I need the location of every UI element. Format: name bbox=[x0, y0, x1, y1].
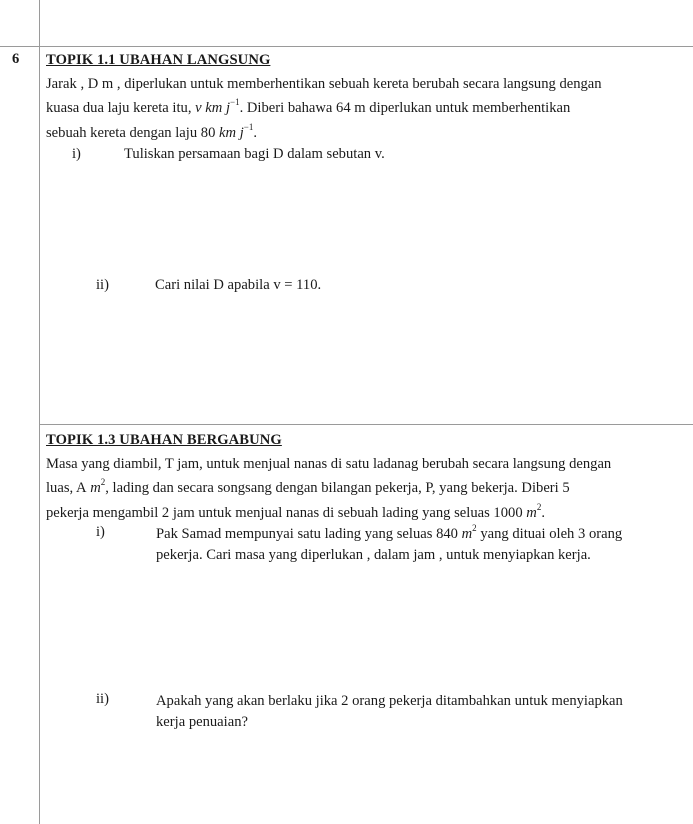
section2-line1: Masa yang diambil, T jam, untuk menjual nanas di satu ladanag berubah secara langsung dengan bbox=[46, 456, 612, 473]
section1-title: TOPIK 1.1 UBAHAN LANGSUNG bbox=[46, 52, 271, 68]
section2-q1-text bbox=[156, 524, 691, 566]
section2-q2-line1: Apakah yang akan berlaku jika 2 orang pekerja ditambahkan untuk menyiapkan bbox=[156, 693, 623, 709]
section2-q1-line1: Pak Samad mempunyai satu lading yang seluas 840 $m^2$ yang dituai oleh 3 orang bbox=[156, 523, 623, 542]
section1-q1-label: i) bbox=[72, 146, 81, 162]
section2-stem bbox=[46, 428, 691, 525]
section1-q2-text: Cari nilai D apabila v = 110. bbox=[155, 277, 322, 293]
section2-q2-label: ii) bbox=[96, 691, 109, 707]
section1-line3: sebuah kereta dengan laju 80 km $j^{-1}$. bbox=[46, 121, 258, 141]
question-number: 6 bbox=[12, 51, 20, 67]
section2-q2-text bbox=[156, 691, 691, 733]
section2-line2: luas, A $m^2$, lading dan secara songsang dengan bilangan pekerja, P, yang bekerja. Diberi 5 bbox=[46, 477, 570, 497]
section2-q1-line2: pekerja. Cari masa yang diperlukan , dalam jam , untuk menyiapkan kerja. bbox=[156, 547, 591, 563]
section2-q1-label: i) bbox=[96, 524, 105, 540]
section1-line2: kuasa dua laju kereta itu, v km $j^{-1}$. Diberi bahawa 64 m diperlukan untuk memberhentikan bbox=[46, 97, 571, 117]
section1-line1: Jarak , D m , diperlukan untuk memberhentikan sebuah kereta berubah secara langsung dengan bbox=[46, 76, 602, 93]
section2-q2-line2: kerja penuaian? bbox=[156, 714, 248, 730]
section1-stem bbox=[46, 48, 691, 145]
margin-vertical-rule bbox=[39, 0, 40, 824]
question-top-rule bbox=[0, 46, 693, 47]
section1-q1-text: Tuliskan persamaan bagi D dalam sebutan v. bbox=[124, 146, 385, 162]
section1-q2-label: ii) bbox=[96, 277, 109, 293]
section2-title: TOPIK 1.3 UBAHAN BERGABUNG bbox=[46, 432, 282, 448]
section-divider-rule bbox=[39, 424, 693, 425]
section2-line3: pekerja mengambil 2 jam untuk menjual nanas di sebuah lading yang seluas 1000 $m^2$. bbox=[46, 501, 545, 521]
